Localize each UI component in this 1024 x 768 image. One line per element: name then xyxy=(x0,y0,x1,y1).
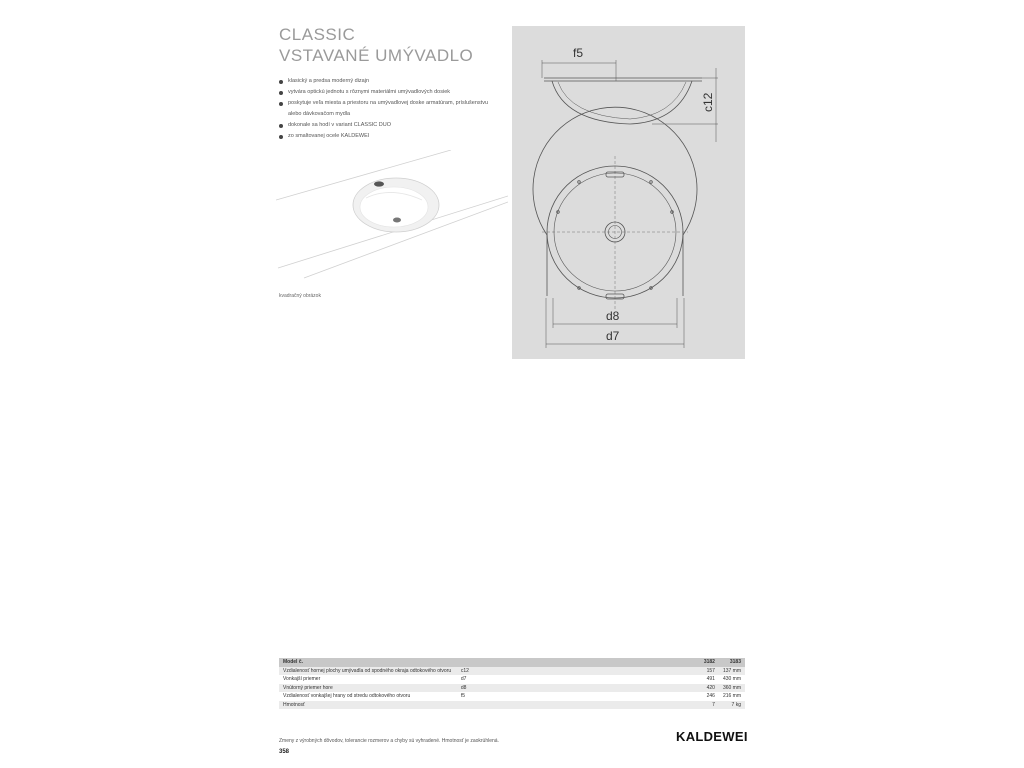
feature-item: zo smaltovanej ocele KALDEWEI xyxy=(279,131,499,142)
brand-logo: KALDEWEI xyxy=(676,729,748,744)
table-cell-value: 7 kg xyxy=(719,701,745,710)
table-row xyxy=(279,684,745,693)
feature-item: poskytuje veľa miesta a priestoru na umývadlovej doske armatúram, príslušenstvu alebo dávkovačom mydla xyxy=(279,98,499,120)
table-row xyxy=(279,701,745,710)
table-cell-symbol xyxy=(457,701,478,710)
table-cell-value: 216 mm xyxy=(719,692,745,701)
feature-item: vytvára optickú jednotu s rôznymi materiálmi umývadlových dosiek xyxy=(279,87,499,98)
table-cell-label: Hmotnosť xyxy=(279,701,457,710)
table-cell-label: Vzdialenosť vonkajšej hrany od stredu odtokového otvoru xyxy=(279,692,457,701)
table-cell-value: 137 mm xyxy=(719,667,745,676)
feature-list xyxy=(279,76,499,142)
feature-item: dokonale sa hodí v variant CLASSIC DUO xyxy=(279,120,499,131)
table-cell-value: 491 xyxy=(683,675,719,684)
table-cell-value: 246 xyxy=(683,692,719,701)
photo-caption: kvadračný obrázok xyxy=(279,293,321,299)
table-header-label: Model č. xyxy=(279,658,457,667)
table-header-model-1: 3182 xyxy=(683,658,719,667)
table-header-symbol xyxy=(457,658,478,667)
side-view xyxy=(542,60,718,142)
table-row xyxy=(279,692,745,701)
table-cell-value: 420 xyxy=(683,684,719,693)
table-cell-value: 157 xyxy=(683,667,719,676)
page-title xyxy=(279,24,473,66)
table-cell-value: 360 mm xyxy=(719,684,745,693)
table-row xyxy=(279,675,745,684)
footnote: Zmeny z výrobných dôvodov, tolerancie rozmerov a chyby sú vyhradené. Hmotnosť je zaokrúhlená. xyxy=(279,738,499,744)
drawing-svg xyxy=(512,26,745,359)
dimension-label-d7: d7 xyxy=(606,329,620,343)
title-line-2: VSTAVANÉ UMÝVADLO xyxy=(279,46,474,65)
page-number: 358 xyxy=(279,749,290,755)
table-cell-value: 7 xyxy=(683,701,719,710)
table-cell-label: Vonkajší priemer xyxy=(279,675,457,684)
table-cell-symbol: d7 xyxy=(457,675,478,684)
dimension-label-c12: c12 xyxy=(701,92,715,112)
feature-item: klasický a predsa moderný dizajn xyxy=(279,76,499,87)
dimension-label-d8: d8 xyxy=(606,309,620,323)
table-cell-label: Vnútorný priemer hore xyxy=(279,684,457,693)
product-photo xyxy=(276,150,508,280)
table-header-row xyxy=(279,658,745,667)
technical-drawing xyxy=(512,26,745,359)
table-cell-value: 430 mm xyxy=(719,675,745,684)
table-cell-symbol: f5 xyxy=(457,692,478,701)
table-row xyxy=(279,667,745,676)
title-line-1: CLASSIC xyxy=(279,25,356,44)
dimension-label-f5: f5 xyxy=(573,46,584,60)
table-cell-symbol: d8 xyxy=(457,684,478,693)
spec-table xyxy=(279,658,745,709)
table-cell-label: Vzdialenosť hornej plochy umývadla od spodného okraja odtokového otvoru xyxy=(279,667,457,676)
table-cell-symbol: c12 xyxy=(457,667,478,676)
basin-icon xyxy=(353,178,439,232)
table-header-model-2: 3183 xyxy=(719,658,745,667)
